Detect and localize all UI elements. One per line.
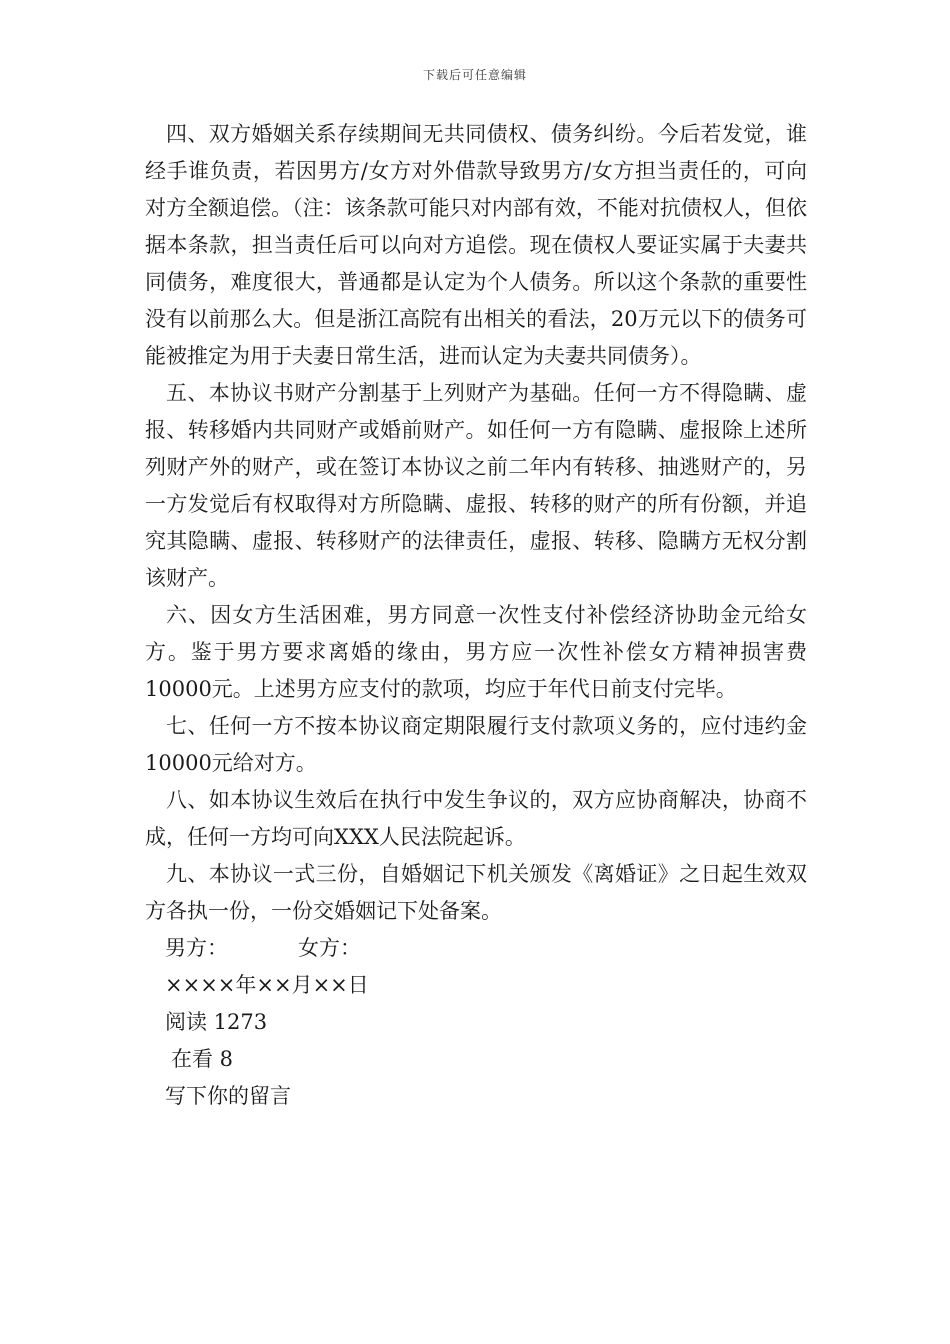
read-count: 阅读 1273 [165, 1010, 268, 1034]
signature-line [145, 930, 807, 967]
male-signature-label: 男方： [165, 936, 228, 960]
comment-prompt[interactable]: 写下你的留言 [165, 1084, 291, 1108]
page-header-note: 下载后可任意编辑 [422, 68, 527, 82]
watching-count: 在看 8 [171, 1047, 234, 1071]
agreement-body [145, 116, 807, 1115]
clause-8: 八、如本协议生效后在执行中发生争议的，双方应协商解决，协商不成，任何一方均可向XXX人民法院起诉。 [145, 788, 807, 849]
female-signature-label: 女方： [298, 936, 361, 960]
clause-9: 九、本协议一式三份，自婚姻记下机关颁发《离婚证》之日起生效双方各执一份，一份交婚姻记下处备案。 [145, 862, 807, 923]
clause-5: 五、本协议书财产分割基于上列财产为基础。任何一方不得隐瞒、虚报、转移婚内共同财产或婚前财产。如任何一方有隐瞒、虚报除上述所列财产外的财产，或在签订本协议之前二年内有转移、抽逃财产的，另一方发觉后有权取得对方所隐瞒、虚报、转移的财产的所有份额，并追究其隐瞒、虚报、转移财产的法律责任，虚报、转移、隐瞒方无权分割该财产。 [145, 381, 807, 590]
clause-4: 四、双方婚姻关系存续期间无共同债权、债务纠纷。今后若发觉，谁经手谁负责，若因男方/女方对外借款导致男方/女方担当责任的，可向对方全额追偿。（注：该条款可能只对内部有效，不能对抗债权人，但依据本条款，担当责任后可以向对方追偿。现在债权人要证实属于夫妻共同债务，难度很大，普通都是认定为个人债务。所以这个条款的重要性没有以前那么大。但是浙江高院有出相关的看法，20万元以下的债务可能被推定为用于夫妻日常生活，进而认定为夫妻共同债务）。 [145, 122, 807, 368]
clause-7: 七、任何一方不按本协议商定期限履行支付款项义务的，应付违约金10000元给对方。 [145, 714, 807, 775]
date-line: ××××年××月××日 [165, 973, 369, 997]
clause-6: 六、因女方生活困难，男方同意一次性支付补偿经济协助金元给女方。鉴于男方要求离婚的缘由，男方应一次性补偿女方精神损害费10000元。上述男方应支付的款项，均应于年代日前支付完毕。 [145, 603, 807, 701]
